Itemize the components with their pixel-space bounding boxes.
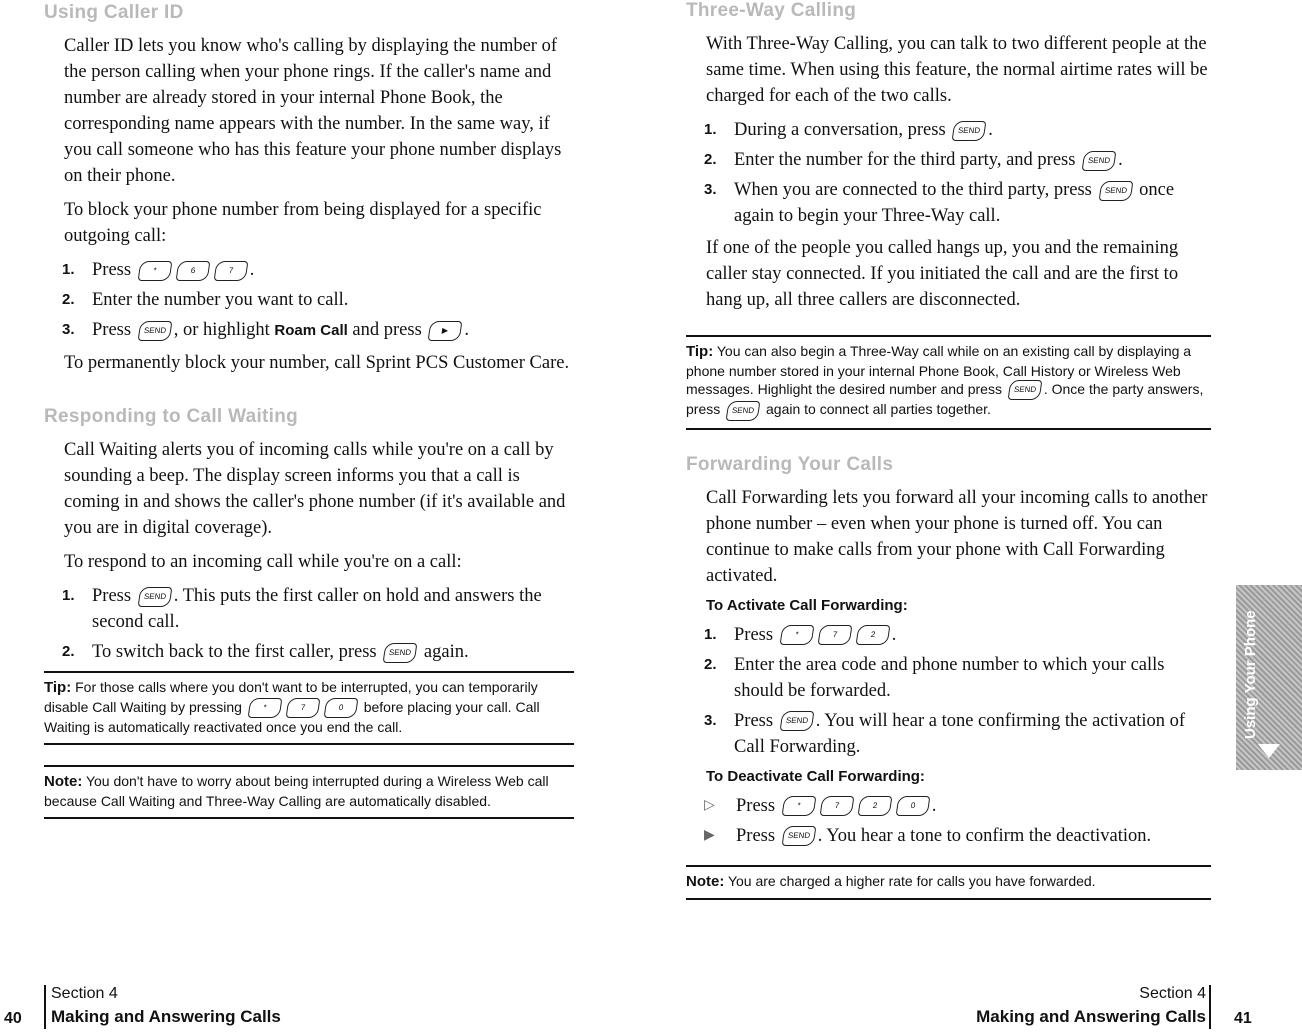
two-key-icon: 2 bbox=[855, 625, 890, 645]
forwarding-note bbox=[686, 865, 1211, 901]
seven-key-icon: 7 bbox=[285, 698, 320, 718]
side-tab-label: Using Your Phone bbox=[1242, 610, 1259, 739]
list-item bbox=[44, 287, 574, 313]
six-key-icon: 6 bbox=[175, 261, 210, 281]
step-number: 1. bbox=[704, 625, 717, 643]
note-label: Note: bbox=[686, 872, 725, 890]
deactivate-forwarding-steps bbox=[686, 793, 1211, 849]
call-waiting-paragraph-2: To respond to an incoming call while you're on a call: bbox=[64, 552, 462, 572]
bullet-arrow-icon: ▶ bbox=[704, 827, 715, 843]
two-key-icon: 2 bbox=[857, 796, 892, 816]
step-text: When you are connected to the third party, press bbox=[734, 180, 1092, 200]
seven-key-icon: 7 bbox=[819, 796, 854, 816]
step-text: Press bbox=[736, 795, 776, 816]
tip-label: Tip: bbox=[686, 343, 714, 360]
three-way-heading: Three-Way Calling bbox=[686, 0, 857, 21]
step-text: Enter the number you want to call. bbox=[92, 290, 349, 310]
tip-text-end: before placing your call. Call Waiting is automatically reactivated once you end the call. bbox=[44, 698, 540, 735]
step-text-end: . This puts the first caller on hold and answers the second call. bbox=[92, 586, 542, 632]
call-waiting-steps bbox=[44, 583, 574, 665]
call-waiting-paragraph-1: Call Waiting alerts you of incoming calls while you're on a call by sounding a beep. The display screen informs you that a call is coming in and shows the caller's phone number (if it's available and you are in digital coverage). bbox=[64, 440, 566, 538]
step-text-end: . bbox=[464, 320, 470, 340]
star-key-icon: * bbox=[779, 625, 814, 645]
right-page bbox=[686, 0, 1211, 910]
caller-id-steps bbox=[44, 257, 574, 344]
step-number: 3. bbox=[62, 321, 75, 338]
activate-forwarding-steps bbox=[686, 622, 1211, 760]
step-number: 1. bbox=[62, 261, 75, 278]
tip-text-mid: . Once the party answers, press bbox=[686, 381, 1204, 418]
step-number: 2. bbox=[704, 151, 717, 168]
step-number: 2. bbox=[704, 655, 717, 673]
call-waiting-heading: Responding to Call Waiting bbox=[44, 406, 299, 427]
caller-id-heading: Using Caller ID bbox=[44, 2, 184, 23]
left-footer bbox=[51, 985, 281, 1027]
step-text-end: . bbox=[249, 260, 255, 280]
step-text-end: . You hear a tone to confirm the deactivation. bbox=[817, 825, 1152, 846]
list-item bbox=[44, 639, 574, 665]
send-key-icon: SEND bbox=[781, 826, 816, 846]
zero-key-icon: 0 bbox=[323, 698, 358, 718]
step-text-end: . bbox=[931, 795, 937, 816]
side-tab-arrow-icon bbox=[1258, 744, 1280, 758]
send-key-icon: SEND bbox=[1098, 181, 1133, 201]
forwarding-paragraph-1: Call Forwarding lets you forward all your incoming calls to another phone number – even when your phone is turned off. You can continue to make calls from your phone with Call Forwarding activated. bbox=[706, 487, 1208, 586]
left-footer-divider bbox=[44, 985, 46, 1029]
step-text-end: . bbox=[988, 120, 993, 140]
tip-text: For those calls where you don't want to be interrupted, you can temporarily disable Call Waiting by pressing bbox=[44, 679, 538, 715]
list-item bbox=[686, 147, 1211, 173]
step-number: 3. bbox=[704, 181, 717, 198]
step-text: Press bbox=[736, 825, 776, 846]
step-number: 1. bbox=[62, 587, 75, 604]
list-item bbox=[686, 823, 1211, 849]
three-way-paragraph-2: If one of the people you called hangs up, you and the remaining caller stay connected. If you initiated the call and are the first to hang up, all three callers are disconnected. bbox=[706, 238, 1179, 310]
left-footer-section: Section 4 bbox=[51, 985, 118, 1002]
send-key-icon: SEND bbox=[137, 587, 172, 607]
step-text: Press bbox=[92, 320, 132, 340]
note-label: Note: bbox=[44, 773, 83, 791]
right-footer-title: Making and Answering Calls bbox=[976, 1007, 1206, 1026]
three-way-paragraph-1: With Three-Way Calling, you can talk to two different people at the same time. When using this feature, the normal airtime rates will be charged for each of the two calls. bbox=[706, 34, 1208, 106]
list-item bbox=[686, 652, 1211, 704]
call-waiting-note bbox=[44, 765, 574, 819]
step-text-end: once again to begin your Three-Way call. bbox=[734, 180, 1175, 226]
caller-id-paragraph-2: To block your phone number from being displayed for a specific outgoing call: bbox=[64, 200, 542, 246]
step-text-mid: , or highlight bbox=[173, 320, 270, 340]
send-key-icon: SEND bbox=[952, 121, 987, 141]
call-waiting-tip bbox=[44, 671, 574, 745]
deactivate-forwarding-heading: To Deactivate Call Forwarding: bbox=[706, 767, 925, 785]
bullet-arrow-icon: ▷ bbox=[704, 797, 715, 813]
step-text: Press bbox=[92, 260, 132, 280]
seven-key-icon: 7 bbox=[213, 261, 248, 281]
right-footer-section: Section 4 bbox=[1139, 985, 1206, 1002]
step-text: Enter the number for the third party, and press bbox=[734, 150, 1076, 170]
step-number: 2. bbox=[62, 643, 75, 660]
right-footer-divider bbox=[1209, 985, 1211, 1029]
list-item bbox=[686, 708, 1211, 760]
list-item bbox=[44, 583, 574, 635]
left-footer-title: Making and Answering Calls bbox=[51, 1007, 281, 1026]
step-text: Press bbox=[734, 710, 774, 731]
roam-call-label: Roam Call bbox=[274, 322, 348, 339]
caller-id-paragraph-3: To permanently block your number, call Sprint PCS Customer Care. bbox=[64, 353, 570, 373]
tip-text-end: again to connect all parties together. bbox=[766, 401, 991, 418]
step-number: 1. bbox=[704, 121, 717, 138]
list-item bbox=[686, 793, 1211, 819]
star-key-icon: * bbox=[781, 796, 816, 816]
step-text: Enter the area code and phone number to which your calls should be forwarded. bbox=[734, 654, 1165, 701]
tip-label: Tip: bbox=[44, 679, 72, 696]
three-way-steps bbox=[686, 117, 1211, 229]
list-item bbox=[44, 257, 574, 283]
right-page-number: 41 bbox=[1234, 1010, 1252, 1027]
send-key-icon: SEND bbox=[137, 321, 172, 341]
step-text-end: . You will hear a tone confirming the activation of Call Forwarding. bbox=[734, 710, 1186, 757]
send-key-icon: SEND bbox=[1007, 380, 1042, 400]
left-page bbox=[44, 0, 574, 829]
star-key-icon: * bbox=[137, 261, 172, 281]
right-footer bbox=[976, 985, 1206, 1027]
step-text: Press bbox=[734, 624, 774, 645]
step-number: 3. bbox=[704, 711, 717, 729]
seven-key-icon: 7 bbox=[817, 625, 852, 645]
step-text-end: . bbox=[891, 624, 897, 645]
step-text-end: again. bbox=[423, 642, 469, 662]
activate-forwarding-heading: To Activate Call Forwarding: bbox=[706, 596, 908, 614]
note-text: You are charged a higher rate for calls you have forwarded. bbox=[727, 872, 1096, 889]
step-text: To switch back to the first caller, press bbox=[92, 642, 377, 662]
nav-key-icon: ▶ bbox=[428, 321, 463, 341]
step-text: Press bbox=[92, 586, 132, 606]
zero-key-icon: 0 bbox=[895, 796, 930, 816]
step-text-mid2: and press bbox=[352, 320, 422, 340]
list-item bbox=[686, 622, 1211, 648]
tip-text: You can also begin a Three-Way call while on an existing call by displaying a phone number stored in your internal Phone Book, Call History or Wireless Web messages. Highlight the desired number and press bbox=[686, 343, 1192, 397]
send-key-icon: SEND bbox=[1082, 151, 1117, 171]
send-key-icon: SEND bbox=[383, 643, 418, 663]
step-text: During a conversation, press bbox=[734, 120, 946, 140]
list-item bbox=[686, 117, 1211, 143]
step-number: 2. bbox=[62, 291, 75, 308]
three-way-tip bbox=[686, 335, 1211, 430]
section-side-tab bbox=[1236, 585, 1302, 770]
send-key-icon: SEND bbox=[726, 401, 761, 421]
star-key-icon: * bbox=[247, 698, 282, 718]
send-key-icon: SEND bbox=[779, 711, 814, 731]
list-item bbox=[686, 177, 1211, 229]
note-text: You don't have to worry about being interrupted during a Wireless Web call because Call Waiting and Three-Way Calling are automatically disabled. bbox=[44, 773, 549, 809]
list-item bbox=[44, 317, 574, 344]
left-page-number: 40 bbox=[4, 1010, 22, 1027]
step-text-end: . bbox=[1118, 150, 1123, 170]
forwarding-heading: Forwarding Your Calls bbox=[686, 453, 894, 475]
caller-id-paragraph-1: Caller ID lets you know who's calling by displaying the number of the person calling when your phone rings. If the caller's name and number are already stored in your internal Phone Book, the corresponding name appears with the number. In the same way, if you call someone who has this feature your phone number displays on their phone. bbox=[64, 36, 562, 186]
